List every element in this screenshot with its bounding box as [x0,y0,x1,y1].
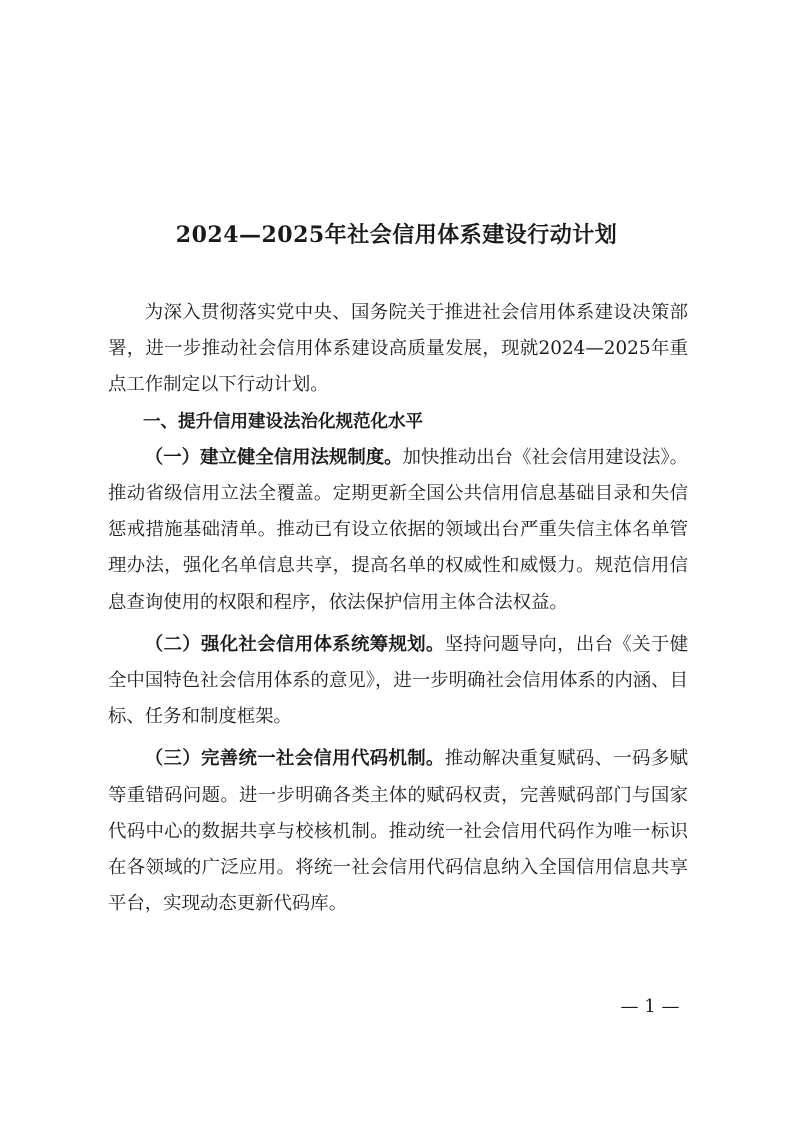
document-title: 2024—2025年社会信用体系建设行动计划 [175,222,618,248]
item-label-1: （一）建立健全信用法规制度。 [144,446,403,468]
item-paragraph-3 [108,741,688,922]
item-text-3: 推动解决重复赋码、一码多赋等重错码问题。进一步明确各类主体的赋码权责，完善赋码部门与国家代码中心的数据共享与校核机制。推动统一社会信用代码作为唯一标识在各领域的广泛应用。将统一社会信用代码信息纳入全国信用信息共享平台，实现动态更新代码库。 [108,748,688,915]
document-body [108,295,688,922]
section-heading: 一、提升信用建设法治化规范化水平 [143,411,423,432]
item-paragraph-2 [108,627,688,736]
intro-paragraph: 为深入贯彻落实党中央、国务院关于推进社会信用体系建设决策部署，进一步推动社会信用体系建设高质量发展，现就2024—2025年重点工作制定以下行动计划。 [108,302,688,396]
page-number: — 1 — [620,996,680,1017]
item-text-2: 坚持问题导向，出台《关于健全中国特色社会信用体系的意见》，进一步明确社会信用体系的内涵、目标、任务和制度框架。 [108,633,688,728]
item-text-1: 加快推动出台《社会信用建设法》。推动省级信用立法全覆盖。定期更新全国公共信用信息基础目录和失信惩戒措施基础清单。推动已有设立依据的领域出台严重失信主体名单管理办法，强化名单信息共享，提高名单的权威性和威慑力。规范信用信息查询使用的权限和程序，依法保护信用主体合法权益。 [108,446,688,613]
item-paragraph-1 [108,440,688,621]
item-label-2: （二）强化社会信用体系统筹规划。 [144,633,445,655]
item-label-3: （三）完善统一社会信用代码机制。 [144,748,445,770]
